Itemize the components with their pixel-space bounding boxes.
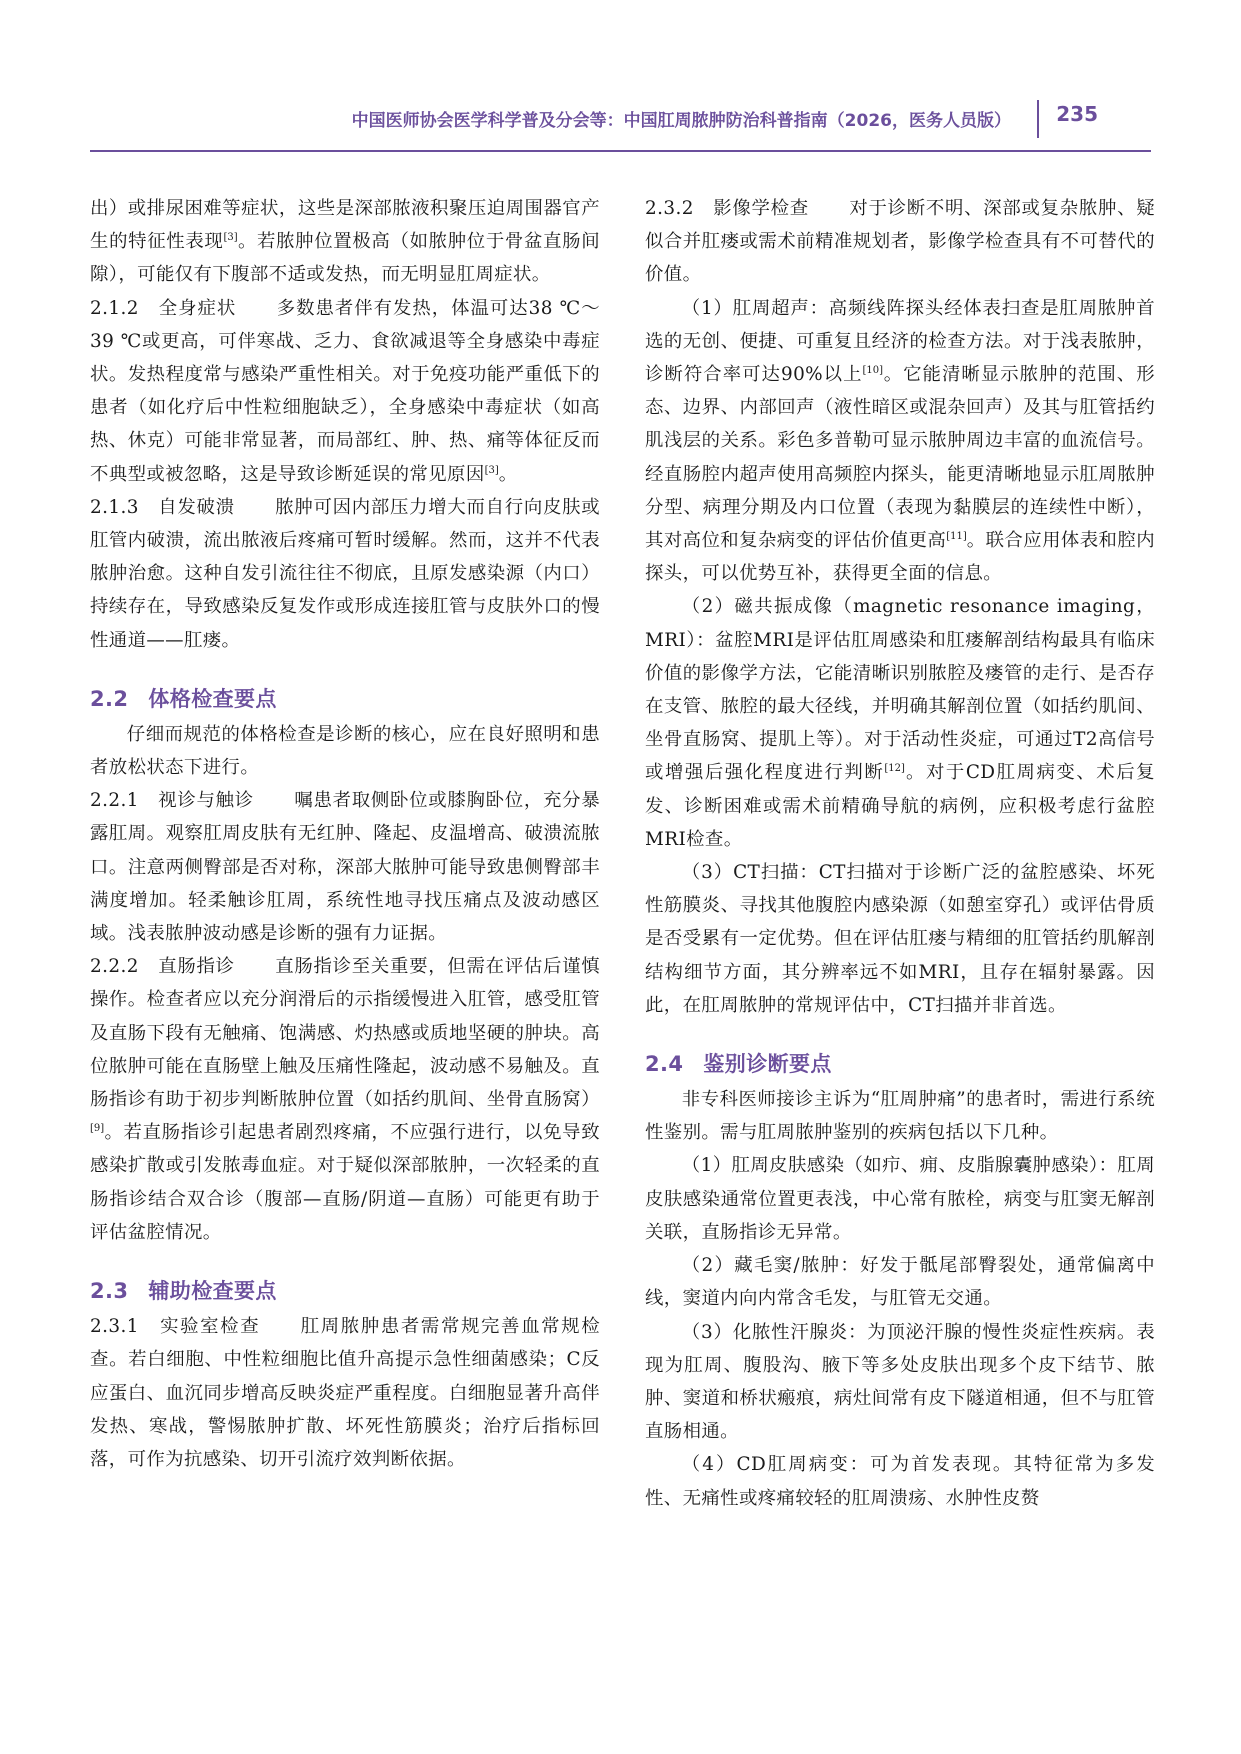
- section-heading-2-3: 2.3 辅助检查要点: [90, 1279, 277, 1304]
- subsection-title: 2.1.3 自发破溃: [90, 496, 235, 518]
- subsection-2-3-2: 2.3.2 影像学检查 对于诊断不明、深部或复杂脓肿、疑似合并肛瘘或需术前精准规划者，影像学检查具有不可替代的价值。: [645, 198, 1155, 286]
- paragraph-ct: （3）CT扫描：CT扫描对于诊断广泛的盆腔感染、坏死性筋膜炎、寻找其他腹腔内感染源（如憩室穿孔）或评估骨质是否受累有一定优势。但在评估肛瘘与精细的肛管括约肌解剖结构细节方面，其分辨率远不如MRI，且存在辐射暴露。因此，在肛周脓肿的常规评估中，CT扫描并非首选。: [645, 862, 1155, 1016]
- section-heading-2-2: 2.2 体格检查要点: [90, 686, 277, 711]
- citation-ref: [11]: [946, 531, 967, 543]
- header-divider: [1037, 100, 1039, 138]
- citation-ref: [3]: [484, 464, 499, 476]
- left-column: [90, 192, 600, 1476]
- list-item: （1）肛周皮肤感染（如疖、痈、皮脂腺囊肿感染）：肛周皮肤感染通常位置更表浅，中心常有脓栓，病变与肛窦无解剖关联，直肠指诊无异常。: [645, 1155, 1155, 1243]
- citation-ref: [10]: [862, 365, 884, 377]
- citation-ref: [3]: [223, 232, 238, 244]
- list-item: （3）化脓性汗腺炎：为顶泌汗腺的慢性炎症性疾病。表现为肛周、腹股沟、腋下等多处皮肤出现多个皮下结节、脓肿、窦道和桥状瘢痕，病灶间常有皮下隧道相通，但不与肛管直肠相通。: [645, 1321, 1155, 1443]
- paragraph-mri: （2）磁共振成像（magnetic resonance imaging，MRI）：盆腔MRI是评估肛周感染和肛瘘解剖结构最具有临床价值的影像学方法，它能清晰识别脓腔及瘘管的走行、是否存在支管、脓腔的最大径线，并明确其解剖位置（如括约肌间、坐骨直肠窝、提肌上等）。对于活动性炎症，可通过T2高信号或增强后强化程度进行判断[12]。对于CD肛周病变、术后复发、诊断困难或需术前精确导航的病例，应积极考虑行盆腔MRI检查。: [645, 596, 1155, 850]
- list-item: （4）CD肛周病变：可为首发表现。其特征常为多发性、无痛性或疼痛较轻的肛周溃疡、水肿性皮赘: [645, 1454, 1155, 1509]
- subsection-2-2-2: 2.2.2 直肠指诊 直肠指诊至关重要，但需在评估后谨慎操作。检查者应以充分润滑后的示指缓慢进入肛管，感受肛管及直肠下段有无触痛、饱满感、灼热感或质地坚硬的肿块。高位脓肿可能在直肠壁上触及压痛性隆起，波动感不易触及。直肠指诊有助于初步判断脓肿位置（如括约肌间、坐骨直肠窝）[9]。若直肠指诊引起患者剧烈疼痛，不应强行进行，以免导致感染扩散或引发脓毒血症。对于疑似深部脓肿，一次轻柔的直肠指诊结合双合诊（腹部—直肠/阴道—直肠）可能更有助于评估盆腔情况。: [90, 956, 600, 1243]
- right-column: [645, 192, 1155, 1515]
- subsection-title: 2.2.2 直肠指诊: [90, 956, 235, 978]
- subsection-2-1-2: 2.1.2 全身症状 多数患者伴有发热，体温可达38 ℃～39 ℃或更高，可伴寒战、乏力、食欲减退等全身感染中毒症状。发热程度常与感染严重性相关。对于免疫功能严重低下的患者（如化疗后中性粒细胞缺乏），全身感染中毒症状（如高热、休克）可能非常显著，而局部红、肿、热、痛等体征反而不典型或被忽略，这是导致诊断延误的常见原因[3]。: [90, 297, 600, 485]
- paragraph: 非专科医师接诊主诉为“肛周肿痛”的患者时，需进行系统性鉴别。需与肛周脓肿鉴别的疾病包括以下几种。: [645, 1089, 1155, 1144]
- subsection-title: 2.3.1 实验室检查: [90, 1316, 261, 1338]
- section-heading-2-4: 2.4 鉴别诊断要点: [645, 1052, 832, 1077]
- subsection-title: 2.3.2 影像学检查: [645, 198, 809, 219]
- subsection-2-2-1: 2.2.1 视诊与触诊 嘱患者取侧卧位或膝胸卧位，充分暴露肛周。观察肛周皮肤有无红肿、隆起、皮温增高、破溃流脓口。注意两侧臀部是否对称，深部大脓肿可能导致患侧臀部丰满度增加。轻柔触诊肛周，系统性地寻找压痛点及波动感区域。浅表脓肿波动感是诊断的强有力证据。: [90, 790, 600, 945]
- subsection-title: 2.2.1 视诊与触诊: [90, 790, 254, 812]
- paragraph: 仔细而规范的体格检查是诊断的核心，应在良好照明和患者放松状态下进行。: [90, 723, 600, 779]
- citation-ref: [9]: [90, 1123, 105, 1135]
- page-number: 235: [1056, 102, 1098, 126]
- header-rule: [90, 150, 1151, 152]
- paragraph-ultrasound: （1）肛周超声：高频线阵探头经体表扫查是肛周脓肿首选的无创、便捷、可重复且经济的检查方法。对于浅表脓肿，诊断符合率可达90%以上[10]。它能清晰显示脓肿的范围、形态、边界、内部回声（液性暗区或混杂回声）及其与肛管括约肌浅层的关系。彩色多普勒可显示脓肿周边丰富的血流信号。经直肠腔内超声使用高频腔内探头，能更清晰地显示肛周脓肿分型、病理分期及内口位置（表现为黏膜层的连续性中断），其对高位和复杂病变的评估价值更高[11]。联合应用体表和腔内探头，可以优势互补，获得更全面的信息。: [645, 297, 1155, 585]
- list-item: （2）藏毛窦/脓肿：好发于骶尾部臀裂处，通常偏离中线，窦道内向内常含毛发，与肛管无交通。: [645, 1255, 1155, 1310]
- journal-running-title: 中国医师协会医学科学普及分会等：中国肛周脓肿防治科普指南（2026，医务人员版）: [351, 111, 1011, 131]
- citation-ref: [12]: [884, 763, 905, 775]
- subsection-title: 2.1.2 全身症状: [90, 297, 237, 319]
- subsection-2-3-1: 2.3.1 实验室检查 肛周脓肿患者需常规完善血常规检查。若白细胞、中性粒细胞比值升高提示急性细菌感染；C反应蛋白、血沉同步增高反映炎症严重程度。白细胞显著升高伴发热、寒战，警惕脓肿扩散、坏死性筋膜炎；治疗后指标回落，可作为抗感染、切开引流疗效判断依据。: [90, 1316, 600, 1470]
- running-header: [90, 98, 1151, 142]
- subsection-2-1-3: 2.1.3 自发破溃 脓肿可因内部压力增大而自行向皮肤或肛管内破溃，流出脓液后疼痛可暂时缓解。然而，这并不代表脓肿治愈。这种自发引流往往不彻底，且原发感染源（内口）持续存在，导致感染反复发作或形成连接肛管与皮肤外口的慢性通道——肛瘘。: [90, 496, 600, 651]
- paragraph-continued: 出）或排尿困难等症状，这些是深部脓液积聚压迫周围器官产生的特征性表现[3]。若脓肿位置极高（如脓肿位于骨盆直肠间隙），可能仅有下腹部不适或发热，而无明显肛周症状。: [90, 198, 600, 286]
